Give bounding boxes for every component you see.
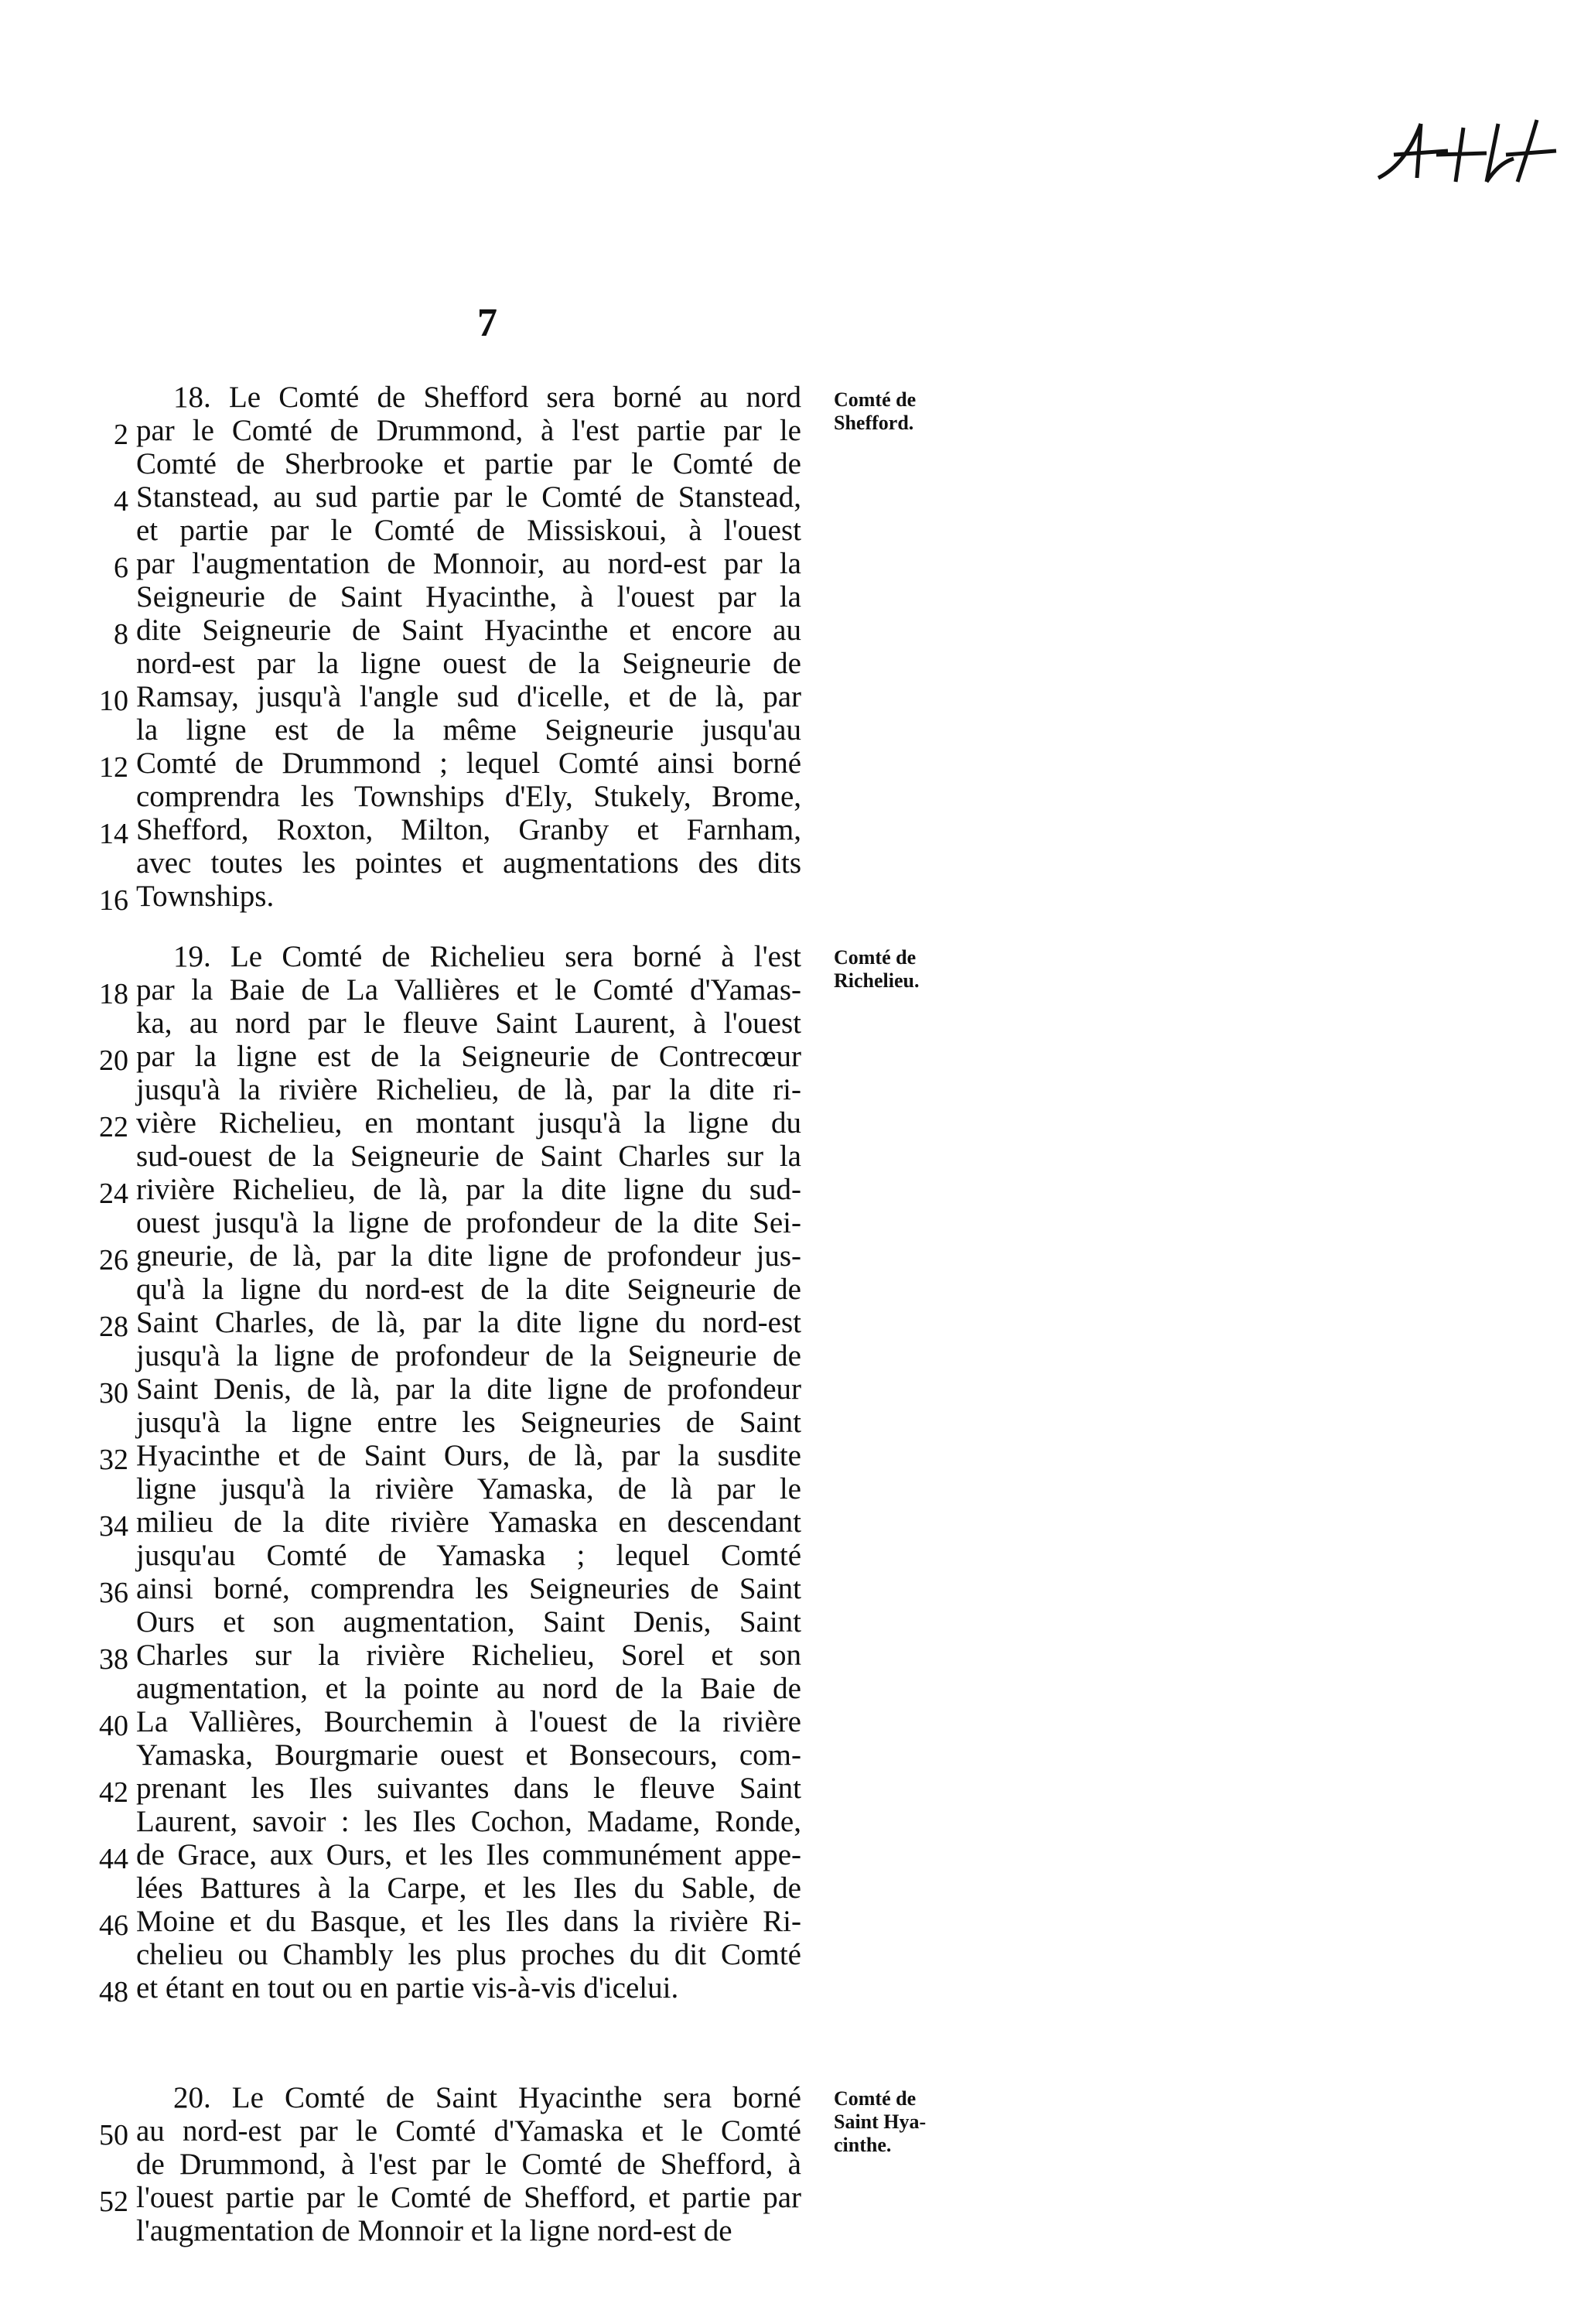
text-line (0, 2114, 1591, 2151)
line-number: 28 (99, 1311, 128, 1343)
text-line (0, 1472, 1591, 1505)
text-line (0, 1738, 1591, 1772)
line-text: par la Baie de La Vallières et le Comté d'Yamas- (136, 973, 801, 1006)
margin-note-line: Shefford. (834, 412, 914, 434)
line-text: par la ligne est de la Seigneurie de Contrecœur (136, 1040, 801, 1073)
line-number: 18 (99, 978, 128, 1010)
line-text: et partie par le Comté de Missiskoui, à l'ouest (136, 514, 801, 547)
line-number: 48 (99, 1976, 128, 2008)
text-line (0, 1871, 1591, 1905)
margin-note-line: Comté de (834, 2087, 917, 2110)
line-number: 12 (99, 751, 128, 784)
text-line (0, 1273, 1591, 1306)
line-text: jusqu'à la ligne de profondeur de la Seigneurie de (136, 1339, 801, 1372)
line-number: 8 (114, 618, 128, 651)
text-line (0, 1938, 1591, 1971)
text-line (0, 1006, 1591, 1040)
text-line (0, 680, 1591, 717)
text-line (0, 713, 1591, 747)
line-text: la ligne est de la même Seigneurie jusqu'au (136, 713, 801, 747)
line-text: gneurie, de là, par la dite ligne de profondeur jus- (136, 1239, 801, 1273)
line-number: 52 (99, 2186, 128, 2218)
line-number: 42 (99, 1776, 128, 1809)
line-text: Ours et son augmentation, Saint Denis, Saint (136, 1605, 801, 1639)
line-text: dite Seigneurie de Saint Hyacinthe et encore au (136, 613, 801, 647)
text-line (0, 1173, 1591, 1210)
text-line (0, 1439, 1591, 1476)
line-text: jusqu'à la rivière Richelieu, de là, par la dite ri- (136, 1073, 801, 1106)
line-text: ka, au nord par le fleuve Saint Laurent, à l'ouest (136, 1006, 801, 1040)
line-number: 30 (99, 1377, 128, 1410)
line-number: 24 (99, 1177, 128, 1210)
line-number: 46 (99, 1909, 128, 1942)
handwritten-folio-mark (1363, 108, 1564, 193)
line-text: chelieu ou Chambly les plus proches du dit Comté (136, 1938, 801, 1971)
line-number: 2 (114, 419, 128, 451)
text-line (0, 2214, 1591, 2247)
line-number: 4 (114, 485, 128, 518)
handwritten-folio-number (1363, 108, 1564, 193)
text-line (0, 1539, 1591, 1572)
line-text: Laurent, savoir : les Iles Cochon, Madame, Ronde, (136, 1805, 801, 1838)
section-richelieu (0, 940, 1591, 2008)
text-line (0, 1372, 1591, 1410)
text-line (0, 880, 1591, 917)
text-line (0, 1838, 1591, 1875)
margin-note-line: Comté de (834, 388, 917, 411)
line-text: sud-ouest de la Seigneurie de Saint Charles sur la (136, 1140, 801, 1173)
line-number: 6 (114, 552, 128, 584)
line-text: Saint Denis, de là, par la dite ligne de profondeur (136, 1372, 801, 1406)
line-number: 26 (99, 1244, 128, 1276)
line-number: 14 (99, 818, 128, 850)
line-number: 22 (99, 1111, 128, 1143)
line-text: Townships. (136, 880, 275, 913)
line-text: jusqu'à la ligne entre les Seigneuries de Saint (136, 1406, 801, 1439)
section-saint-hyacinthe (0, 2081, 1591, 2247)
line-text: Comté de Drummond ; lequel Comté ainsi borné (136, 747, 801, 780)
line-text: La Vallières, Bourchemin à l'ouest de la rivière (136, 1705, 801, 1738)
line-text: nord-est par la ligne ouest de la Seigneurie de (136, 647, 801, 680)
line-text: milieu de la dite rivière Yamaska en descendant (136, 1505, 801, 1539)
line-text: augmentation, et la pointe au nord de la Baie de (136, 1672, 801, 1705)
text-line (0, 1339, 1591, 1372)
line-text: au nord-est par le Comté d'Yamaska et le Comté (136, 2114, 801, 2148)
text-line (0, 1905, 1591, 1942)
text-line (0, 1572, 1591, 1609)
line-text: l'augmentation de Monnoir et la ligne nord-est de (136, 2214, 732, 2247)
line-text: Comté de Sherbrooke et partie par le Comté de (136, 447, 801, 480)
text-line (0, 846, 1591, 880)
text-line (0, 1605, 1591, 1639)
line-text: avec toutes les pointes et augmentations des dits (136, 846, 801, 880)
text-line (0, 381, 1591, 414)
line-text: par l'augmentation de Monnoir, au nord-est par la (136, 547, 801, 580)
line-text: Ramsay, jusqu'à l'angle sud d'icelle, et de là, par (136, 680, 801, 713)
text-line (0, 2148, 1591, 2181)
margin-note-line: Richelieu. (834, 969, 920, 992)
section-shefford (0, 381, 1591, 917)
text-line (0, 1505, 1591, 1543)
line-text: lées Battures à la Carpe, et les Iles du Sable, de (136, 1871, 801, 1905)
text-line (0, 1140, 1591, 1173)
text-line (0, 1239, 1591, 1276)
line-number: 34 (99, 1510, 128, 1543)
text-line (0, 1040, 1591, 1077)
line-text: qu'à la ligne du nord-est de la dite Seigneurie de (136, 1273, 801, 1306)
text-line (0, 514, 1591, 547)
line-number: 36 (99, 1577, 128, 1609)
margin-note-line: Saint Hya- (834, 2110, 927, 2133)
text-line (0, 1705, 1591, 1742)
text-line (0, 1672, 1591, 1705)
line-text: Shefford, Roxton, Milton, Granby et Farnham, (136, 813, 801, 846)
line-text: 18. Le Comté de Shefford sera borné au nord (173, 381, 801, 414)
text-line (0, 1106, 1591, 1143)
text-line (0, 1772, 1591, 1809)
text-line (0, 747, 1591, 784)
text-line (0, 613, 1591, 651)
text-line (0, 1306, 1591, 1343)
line-number: 20 (99, 1044, 128, 1077)
line-number: 50 (99, 2119, 128, 2151)
line-text: par le Comté de Drummond, à l'est partie par le (136, 414, 801, 447)
text-line (0, 414, 1591, 451)
line-number: 32 (99, 1444, 128, 1476)
text-line (0, 547, 1591, 584)
line-text: jusqu'au Comté de Yamaska ; lequel Comté (136, 1539, 801, 1572)
text-line (0, 1073, 1591, 1106)
text-line (0, 447, 1591, 480)
text-line (0, 647, 1591, 680)
margin-note-line: Comté de (834, 946, 917, 969)
line-text: ainsi borné, comprendra les Seigneuries de Saint (136, 1572, 801, 1605)
text-line (0, 1406, 1591, 1439)
text-line (0, 813, 1591, 850)
line-text: Saint Charles, de là, par la dite ligne du nord-est (136, 1306, 801, 1339)
line-text: Seigneurie de Saint Hyacinthe, à l'ouest par la (136, 580, 801, 613)
line-number: 40 (99, 1710, 128, 1742)
page-number: 7 (477, 301, 497, 345)
text-line (0, 1971, 1591, 2008)
line-text: Moine et du Basque, et les Iles dans la rivière Ri- (136, 1905, 801, 1938)
line-text: et étant en tout ou en partie vis-à-vis d'icelui. (136, 1971, 679, 2004)
text-line (0, 940, 1591, 973)
text-line (0, 1639, 1591, 1676)
line-number: 44 (99, 1843, 128, 1875)
line-text: vière Richelieu, en montant jusqu'à la ligne du (136, 1106, 801, 1140)
line-text: l'ouest partie par le Comté de Shefford, et partie par (136, 2181, 801, 2214)
line-text: rivière Richelieu, de là, par la dite ligne du sud- (136, 1173, 801, 1206)
line-text: de Grace, aux Ours, et les Iles communément appe- (136, 1838, 801, 1871)
line-text: Charles sur la rivière Richelieu, Sorel et son (136, 1639, 801, 1672)
line-text: de Drummond, à l'est par le Comté de Shefford, à (136, 2148, 801, 2181)
line-number: 38 (99, 1643, 128, 1676)
line-text: 20. Le Comté de Saint Hyacinthe sera borné (173, 2081, 801, 2114)
line-text: Stanstead, au sud partie par le Comté de Stanstead, (136, 480, 801, 514)
margin-note-line: cinthe. (834, 2134, 892, 2156)
line-text: Yamaska, Bourgmarie ouest et Bonsecours, com- (136, 1738, 801, 1772)
text-line (0, 973, 1591, 1010)
line-text: comprendra les Townships d'Ely, Stukely, Brome, (136, 780, 801, 813)
line-number: 16 (99, 884, 128, 917)
line-text: 19. Le Comté de Richelieu sera borné à l'est (173, 940, 801, 973)
text-line (0, 1206, 1591, 1239)
text-line (0, 580, 1591, 613)
line-text: prenant les Iles suivantes dans le fleuve Saint (136, 1772, 801, 1805)
text-line (0, 780, 1591, 813)
line-text: Hyacinthe et de Saint Ours, de là, par la susdite (136, 1439, 801, 1472)
line-number: 10 (99, 685, 128, 717)
text-line (0, 2081, 1591, 2114)
line-text: ligne jusqu'à la rivière Yamaska, de là par le (136, 1472, 801, 1505)
line-text: ouest jusqu'à la ligne de profondeur de la dite Sei- (136, 1206, 801, 1239)
text-line (0, 480, 1591, 518)
text-line (0, 1805, 1591, 1838)
text-line (0, 2181, 1591, 2218)
